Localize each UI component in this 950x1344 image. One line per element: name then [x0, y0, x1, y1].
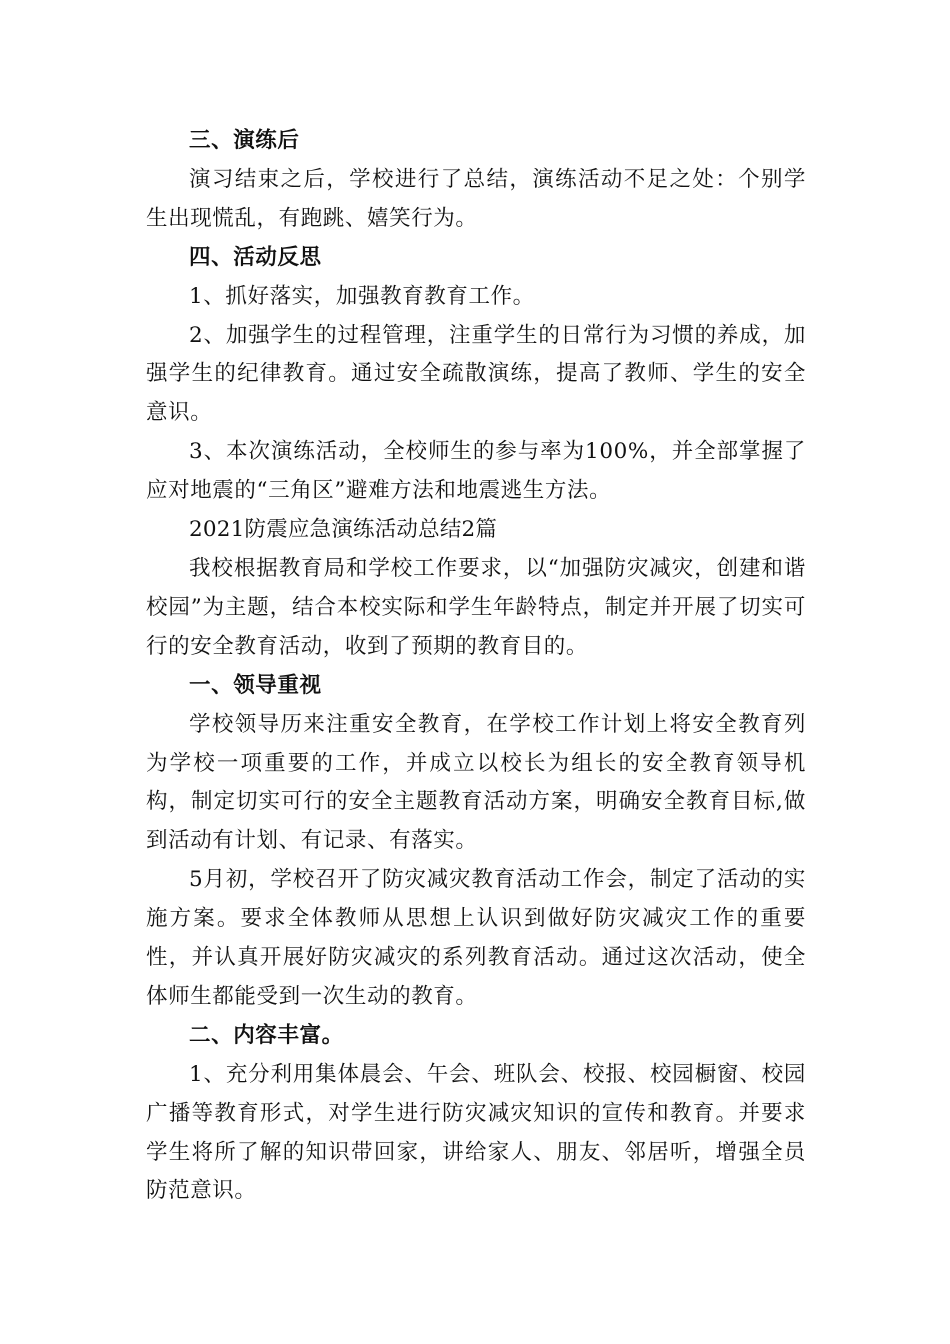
body-paragraph-content-1: 1、充分利用集体晨会、午会、班队会、校报、校园橱窗、校园广播等教育形式，对学生进行防灾减灾知识的宣传和教育。并要求学生将所了解的知识带回家，讲给家人、朋友、邻居听，增强全员防范意识。: [146, 1061, 806, 1204]
article-title: 2021防震应急演练活动总结2篇: [189, 517, 498, 543]
body-paragraph-leadership: 学校领导历来注重安全教育，在学校工作计划上将安全教育列为学校一项重要的工作，并成立以校长为组长的安全教育领导机构，制定切实可行的安全主题教育活动方案，明确安全教育目标,做到活动有计划、有记录、有落实。: [146, 711, 806, 854]
section-heading-after-drill: 三、演练后: [189, 128, 300, 153]
body-paragraph-reflection-1: 1、抓好落实，加强教育教育工作。: [189, 283, 535, 309]
body-paragraph-reflection-3: 3、本次演练活动，全校师生的参与率为100%，并全部掌握了应对地震的“三角区”避难方法和地震逃生方法。: [146, 439, 806, 504]
body-paragraph-may-meeting: 5月初，学校召开了防灾减灾教育活动工作会，制定了活动的实施方案。要求全体教师从思想上认识到做好防灾减灾工作的重要性，并认真开展好防灾减灾的系列教育活动。通过这次活动，使全体师生都能受到一次生动的教育。: [146, 867, 806, 1009]
body-paragraph-summary: 演习结束之后，学校进行了总结，演练活动不足之处：个别学生出现慌乱，有跑跳、嬉笑行为。: [146, 166, 806, 231]
document-body: [146, 122, 806, 1211]
body-paragraph-intro: 我校根据教育局和学校工作要求，以“加强防灾减灾，创建和谐校园”为主题，结合本校实际和学生年龄特点，制定并开展了切实可行的安全教育活动，收到了预期的教育目的。: [146, 555, 806, 659]
body-paragraph-reflection-2: 2、加强学生的过程管理，注重学生的日常行为习惯的养成，加强学生的纪律教育。通过安全疏散演练，提高了教师、学生的安全意识。: [146, 322, 806, 426]
section-heading-reflection: 四、活动反思: [189, 244, 322, 270]
section-heading-content: 二、内容丰富。: [189, 1022, 344, 1048]
section-heading-leadership: 一、领导重视: [189, 672, 322, 698]
